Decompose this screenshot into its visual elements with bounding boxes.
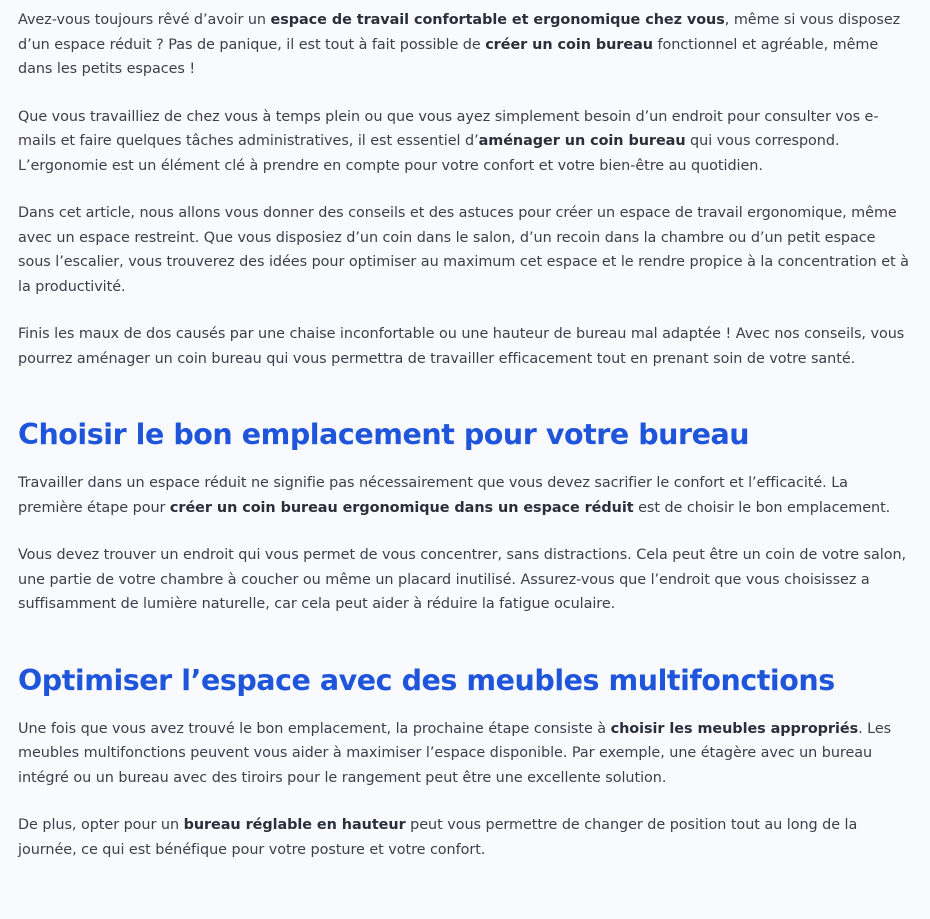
intro-paragraph-4: Finis les maux de dos causés par une chaise inconfortable ou une hauteur de bureau mal adaptée ! Avec nos conseils, vous pourrez aménager un coin bureau qui vous permettra de travailler efficacement tout en prenant soin de votre santé.	[18, 326, 905, 367]
intro-paragraph-3: Dans cet article, nous allons vous donner des conseils et des astuces pour créer un espace de travail ergonomique, même avec un espace restreint. Que vous disposiez d’un coin dans le salon, d’un recoin dans la chambre ou d’un petit espace sous l’escalier, vous trouverez des idées pour optimiser au maximum cet espace et le rendre propice à la concentration et à la productivité.	[18, 205, 909, 295]
bold-text: bureau réglable en hauteur	[183, 817, 406, 833]
text-run: Que vous travailliez de chez vous à temps plein ou que vous ayez simplement besoin d’un endroit pour consulter vos e-mails et faire quelques tâches administratives, il est essentiel d’	[18, 108, 879, 149]
text-run: fonctionnel et agréable, même dans les petits espaces !	[18, 36, 879, 77]
section-heading-emplacement: Choisir le bon emplacement pour votre bureau	[18, 418, 750, 451]
section2-paragraph-2	[18, 813, 912, 862]
section1-paragraph-2: Vous devez trouver un endroit qui vous permet de vous concentrer, sans distractions. Cela peut être un coin de votre salon, une partie de votre chambre à coucher ou même un placard inutilisé. Assurez-vous que l’endroit que vous choisissez a suffisamment de lumière naturelle, car cela peut aider à réduire la fatigue oculaire.	[18, 547, 907, 612]
section-heading-meubles: Optimiser l’espace avec des meubles multifonctions	[18, 663, 835, 697]
text-run: Travailler dans un espace réduit ne signifie pas nécessairement que vous devez sacrifier le confort et l’efficacité. La première étape pour	[18, 475, 848, 516]
bold-text: créer un coin bureau ergonomique dans un espace réduit	[169, 499, 634, 516]
text-run: peut vous permettre de changer de position tout au long de la journée, ce qui est bénéfique pour votre posture et votre confort.	[18, 817, 858, 858]
text-run: , même si vous disposez d’un espace réduit ? Pas de panique, il est tout à fait possible de	[18, 12, 901, 53]
text-run: De plus, opter pour un	[18, 817, 184, 833]
bold-text: espace de travail confortable et ergonomique chez vous	[270, 12, 725, 28]
bold-text: créer un coin bureau	[485, 36, 653, 53]
section2-paragraph-1	[18, 717, 912, 791]
text-run: qui vous correspond. L’ergonomie est un élément clé à prendre en compte pour votre confort et votre bien-être au quotidien.	[18, 133, 840, 174]
bold-text: aménager un coin bureau	[478, 133, 686, 149]
intro-paragraph-2	[18, 105, 912, 179]
bold-text: choisir les meubles appropriés	[610, 720, 859, 737]
text-run: est de choisir le bon emplacement.	[633, 499, 891, 516]
text-run: Avez-vous toujours rêvé d’avoir un	[18, 12, 271, 28]
text-run: . Les meubles multifonctions peuvent vous aider à maximiser l’espace disponible. Par exemple, une étagère avec un bureau intégré ou un bureau avec des tiroirs pour le rangement peut être une excellente solution.	[18, 720, 892, 786]
section1-paragraph-1	[18, 471, 912, 520]
intro-paragraph-1	[18, 8, 912, 82]
text-run: Une fois que vous avez trouvé le bon emplacement, la prochaine étape consiste à	[18, 720, 611, 737]
